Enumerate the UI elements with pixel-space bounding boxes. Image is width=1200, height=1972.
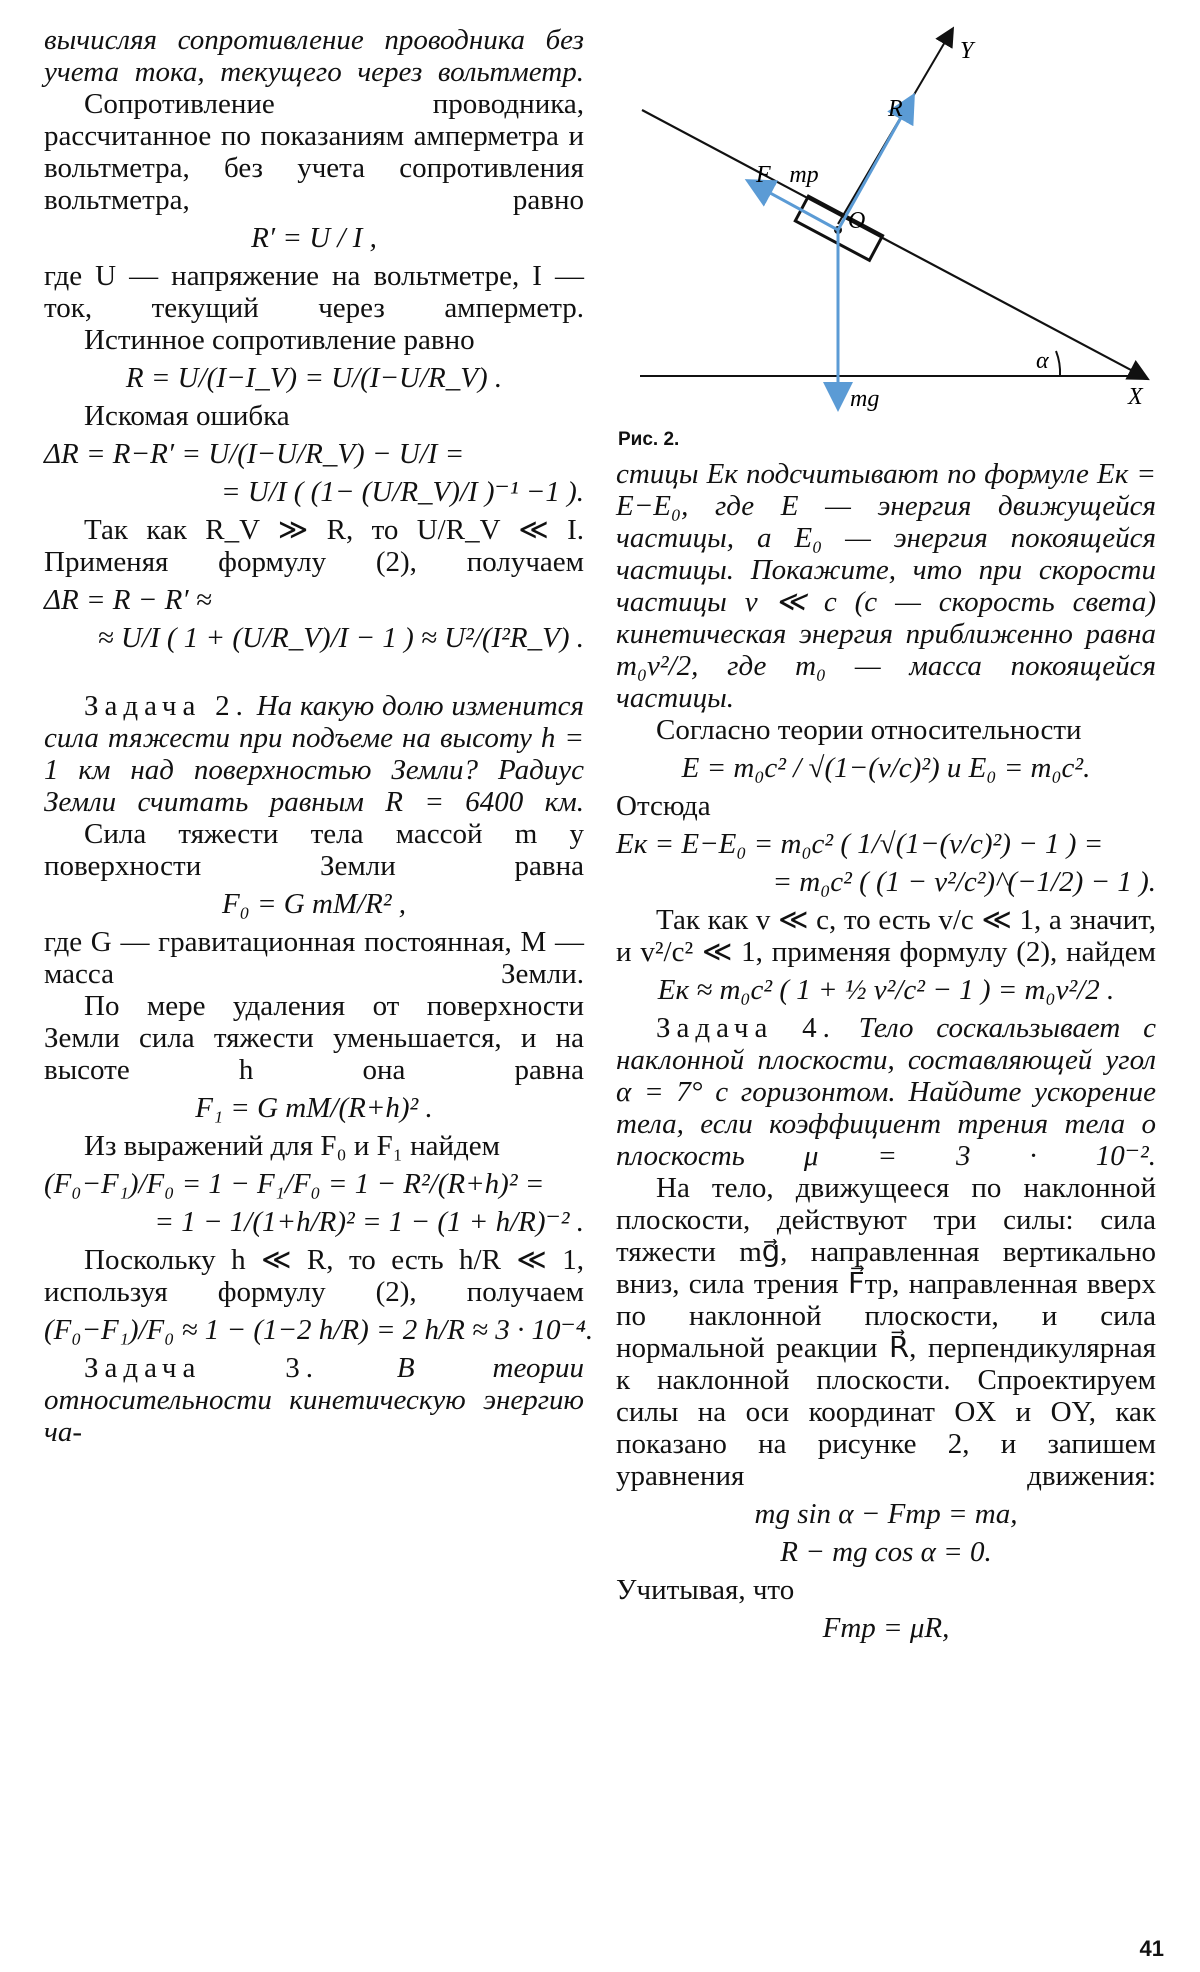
problem-3-text: В теории относительности кинетическую энергию ча- (44, 1352, 584, 1448)
problem-2 (44, 690, 584, 818)
label-y: Y (960, 38, 974, 64)
left-paragraph-11: Поскольку h ≪ R, то есть h/R ≪ 1, используя формулу (2), получаем (44, 1244, 584, 1308)
formula-energy: E = m₀c² / √(1−(v/c)²) и E₀ = m₀c². (681, 752, 1091, 784)
formula-ratio-line-1: (F₀−F₁)/F₀ = 1 − F₁/F₀ = 1 − R²/(R+h)² = (44, 1168, 545, 1200)
left-paragraph-9: По мере удаления от поверхности Земли сила тяжести уменьшается, и на высоте h она равна (44, 990, 584, 1086)
label-x: X (1128, 384, 1143, 410)
incline-x-axis (642, 110, 1146, 378)
label-ftr: F⃗тр (756, 162, 819, 188)
right-paragraph-5: На тело, движущееся по наклонной плоскости, действуют три силы: сила тяжести mg⃗, направленная вертикально вниз, сила трения F⃗тр, направленная вверх по наклонной плоскости, и сила нормальной реакции R⃗, перпендикулярная к наклонной плоскости. Спроектируем силы на оси координат OX и OY, как показано на рисунке 2, и запишем уравнения движения: (616, 1172, 1156, 1492)
left-paragraph-7: Сила тяжести тела массой m у поверхности Земли равна (44, 818, 584, 882)
problem-3-label: Задача 3. (84, 1352, 319, 1384)
left-paragraph-10: Из выражений для F₀ и F₁ найдем (84, 1130, 500, 1162)
left-paragraph-3: где U — напряжение на вольтметре, I — ток, текущий через амперметр. (44, 260, 584, 324)
left-paragraph-4: Истинное сопротивление равно (84, 324, 475, 356)
label-alpha: α (1036, 348, 1049, 374)
formula-r-prime: R′ = U / I , (251, 222, 377, 254)
formula-friction: Fтр = μR, (822, 1612, 950, 1644)
formula-ratio-line-2: = 1 − 1/(1+h/R)² = 1 − (1 + h/R)⁻² . (154, 1206, 584, 1238)
label-o: O (848, 208, 866, 234)
label-r: R⃗ (888, 96, 922, 122)
figure-caption: Рис. 2. (618, 429, 680, 450)
left-paragraph-5: Искомая ошибка (84, 400, 290, 432)
formula-delta-r-line-1: ΔR = R−R′ = U/(I−U/R_V) − U/I = (44, 438, 465, 470)
formula-delta-r-approx-2: ≈ U/I ( 1 + (U/R_V)/I − 1 ) ≈ U²/(I²R_V) . (97, 622, 584, 654)
formula-motion-1: mg sin α − Fтр = ma, (754, 1498, 1018, 1530)
page-number: 41 (1139, 1936, 1164, 1961)
problem-3 (44, 1352, 584, 1448)
formula-ek-approx: Eк ≈ m₀c² ( 1 + ½ v²/c² − 1 ) = m₀v²/2 . (657, 974, 1115, 1006)
problem-2-text: На какую долю изменится сила тяжести при подъеме на высоту h = 1 км над поверхностью Земли? Радиус Земли считать равным R = 6400 км. (44, 690, 584, 818)
formula-motion-2: R − mg cos α = 0. (780, 1536, 992, 1568)
formula-ek-line-1: Eк = E−E₀ = m₀c² ( 1/√(1−(v/c)²) − 1 ) = (616, 828, 1104, 860)
problem-4-label: Задача 4. (656, 1012, 836, 1044)
left-paragraph-6: Так как R_V ≫ R, то U/R_V ≪ I. Применяя формулу (2), получаем (44, 514, 584, 578)
left-paragraph-1: вычисляя сопротивление проводника без учета тока, текущего через вольтметр. (44, 24, 584, 88)
formula-ratio-approx: (F₀−F₁)/F₀ ≈ 1 − (1−2 h/R) = 2 h/R ≈ 3 · 10⁻⁴. (44, 1314, 594, 1346)
right-paragraph-6: Учитывая, что (616, 1574, 795, 1606)
formula-f0: F₀ = G mM/R² , (221, 888, 407, 920)
angle-arc (1056, 351, 1060, 376)
right-paragraph-3: Отсюда (616, 790, 711, 822)
right-paragraph-1: стицы Eк подсчитывают по формуле Eк = E−E₀, где E — энергия движущейся частицы, а E₀ — энергия покоящейся частицы. Покажите, что при скорости частицы v ≪ c (c — скорость света) кинетическая энергия приближенно равна m₀v²/2, где m₀ — масса покоящейся частицы. (616, 458, 1156, 714)
left-paragraph-2: Сопротивление проводника, рассчитанное по показаниям амперметра и вольтметра, без учета сопротивления вольтметра, равно (44, 88, 584, 216)
formula-ek-line-2: = m₀c² ( (1 − v²/c²)^(−1/2) − 1 ). (772, 866, 1156, 898)
figure-inclined-plane (616, 24, 1156, 424)
left-paragraph-8: где G — гравитационная постоянная, M — масса Земли. (44, 926, 584, 990)
formula-true-resistance: R = U/(I−I_V) = U/(I−U/R_V) . (125, 362, 503, 394)
formula-f1: F₁ = G mM/(R+h)² . (195, 1092, 433, 1124)
right-paragraph-4: Так как v ≪ c, то есть v/c ≪ 1, а значит, и v²/c² ≪ 1, применяя формулу (2), найдем (616, 904, 1156, 968)
right-paragraph-2: Согласно теории относительности (656, 714, 1082, 746)
problem-4 (616, 1012, 1156, 1172)
label-mg: mg⃗ (850, 386, 898, 412)
right-column (616, 24, 1156, 1650)
left-column (44, 24, 594, 1448)
formula-delta-r-line-2: = U/I ( (1− (U/R_V)/I )⁻¹ −1 ). (221, 476, 584, 508)
formula-delta-r-approx-1: ΔR = R − R′ ≈ (44, 584, 212, 616)
problem-2-label: Задача 2. (84, 690, 249, 722)
problem-4-text: Тело соскальзывает с наклонной плоскости, составляющей угол α = 7° с горизонтом. Найдите ускорение тела, если коэффициент трения тела о плоскость μ = 3 · 10⁻². (616, 1012, 1156, 1172)
